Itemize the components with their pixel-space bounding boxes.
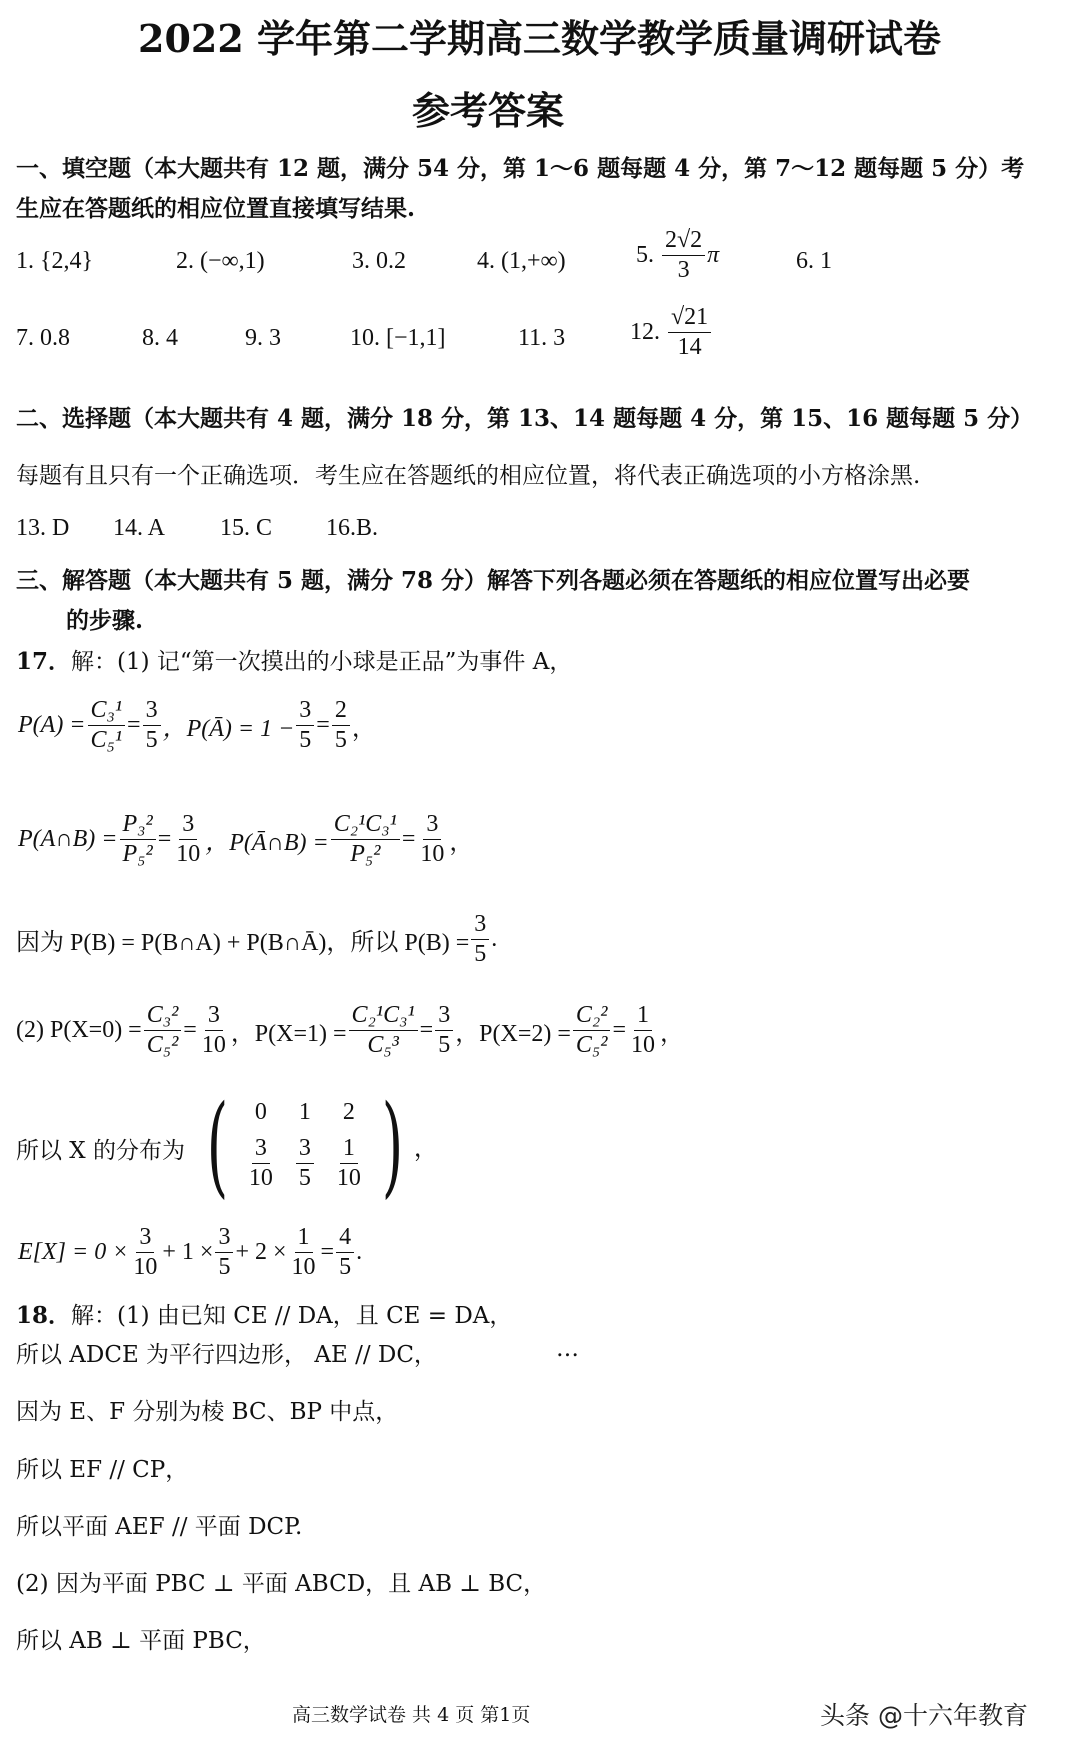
q18-line6: (2) 因为平面 PBC ⊥ 平面 ABCD，且 AB ⊥ BC， [16, 1571, 547, 1597]
section1-heading: 一、填空题（本大题共有 12 题，满分 54 分，第 1～6 题每题 4 分，第 7～12 题每题 5 分）考 [16, 155, 1025, 182]
q17-eq3: 因为 P(B) = P(B∩A) + P(B∩Ā)，所以 P(B) = $\frac{3}{5}$ . [16, 911, 498, 968]
q18-line2: 所以 ADCE 为平行四边形， AE // DC， [16, 1342, 437, 1368]
page-title: 2022 学年第二学期高三数学教学质量调研试卷 [138, 16, 941, 61]
q18-dots: … [556, 1336, 579, 1362]
answer-9: 9. 3 [245, 325, 281, 351]
answer-7: 7. 0.8 [16, 325, 70, 351]
answer-4: 4. (1,+∞) [477, 248, 566, 274]
answer-12: 12. $\frac{√21}{14}$ [630, 305, 713, 360]
section3-heading: 三、解答题（本大题共有 5 题，满分 78 分）解答下列各题必须在答题纸的相应位置写出必要 [16, 567, 971, 594]
section2-heading: 二、选择题（本大题共有 4 题，满分 18 分，第 13、14 题每题 4 分，第 15、16 题每题 5 分） [16, 405, 1034, 432]
answer-8: 8. 4 [142, 325, 178, 351]
answer-2: 2. (−∞,1) [176, 248, 265, 274]
answer-15: 15. C [220, 515, 273, 541]
q17-eq2: P(A∩B) = $\frac{\text{P₃²}}{\text{P₅²}}$ = $\frac{3}{10}$ ，P(Ā∩B) = $\frac{\text{C₂¹C₃¹}}{\text{P₅²}}$ = $\frac{3}{10}$ ， [18, 811, 474, 868]
section2-heading-cont: 每题有且只有一个正确选项．考生应在答题纸的相应位置，将代表正确选项的小方格涂黑. [16, 463, 921, 489]
watermark: 头条 @十六年教育 [820, 1701, 1028, 1730]
q17-intro: 17．解：(1) 记“第一次摸出的小球是正品”为事件 A， [16, 648, 573, 675]
answer-11: 11. 3 [518, 325, 566, 351]
answer-14: 14. A [113, 515, 166, 541]
answer-16: 16.B. [326, 515, 379, 541]
q17-dist-label: 所以 X 的分布为 [16, 1138, 185, 1164]
answer-5: 5. $\frac{2√2}{3}$ π [636, 227, 720, 284]
answer-6: 6. 1 [796, 248, 832, 274]
q18-line7: 所以 AB ⊥ 平面 PBC， [16, 1628, 266, 1654]
q17-expectation: E[X] = 0 × $\frac{3}{10}$ + 1 × $\frac{3}{5}$ + 2 × $\frac{1}{10}$ = $\frac{4}{5}$ . [18, 1224, 363, 1281]
answer-1: 1. {2,4} [16, 248, 94, 274]
q17-part2: (2) P(X=0) = $\frac{\text{C₃²}}{\text{C₅²}}$ = $\frac{3}{10}$ ，P(X=1) = $\frac{\text{C₂¹C₃¹}}{\text{C₅³}}$ = $\frac{3}{5}$ ，P(X=2) = $\frac{\text{C₂²}}{\text{C₅²}}$ = $\frac{1}{10}$ ， [16, 1002, 685, 1059]
q18-line4: 所以 EF // CP， [16, 1457, 189, 1483]
answer-10: 10. [−1,1] [350, 325, 446, 351]
page-footer: 高三数学试卷 共 4 页 第1页 [292, 1704, 531, 1726]
section1-heading-cont: 生应在答题纸的相应位置直接填写结果. [16, 195, 416, 222]
q18-line1: 18．解：(1) 由已知 CE // DA，且 CE = DA， [16, 1302, 513, 1329]
section3-heading-cont: 的步骤. [66, 607, 144, 634]
page-subtitle: 参考答案 [412, 88, 565, 133]
q18-line5: 所以平面 AEF // 平面 DCP. [16, 1514, 303, 1540]
answer-3: 3. 0.2 [352, 248, 406, 274]
q18-line3: 因为 E、F 分别为棱 BC、BP 中点， [16, 1399, 399, 1425]
q17-eq1: P(A) = $\frac{\text{C₃¹}}{\text{C₅¹}}$ = $\frac{3}{5}$ ，P(Ā) = 1 − $\frac{3}{5}$ = $\frac{2}{5}$ ， [18, 697, 376, 754]
answer-13: 13. D [16, 515, 70, 541]
q17-dist-matrix: ( 0 1 2 $\frac{3}{10}$ $\frac{3}{5}$ $\frac{1}{10}$ ) ， [206, 1081, 438, 1209]
